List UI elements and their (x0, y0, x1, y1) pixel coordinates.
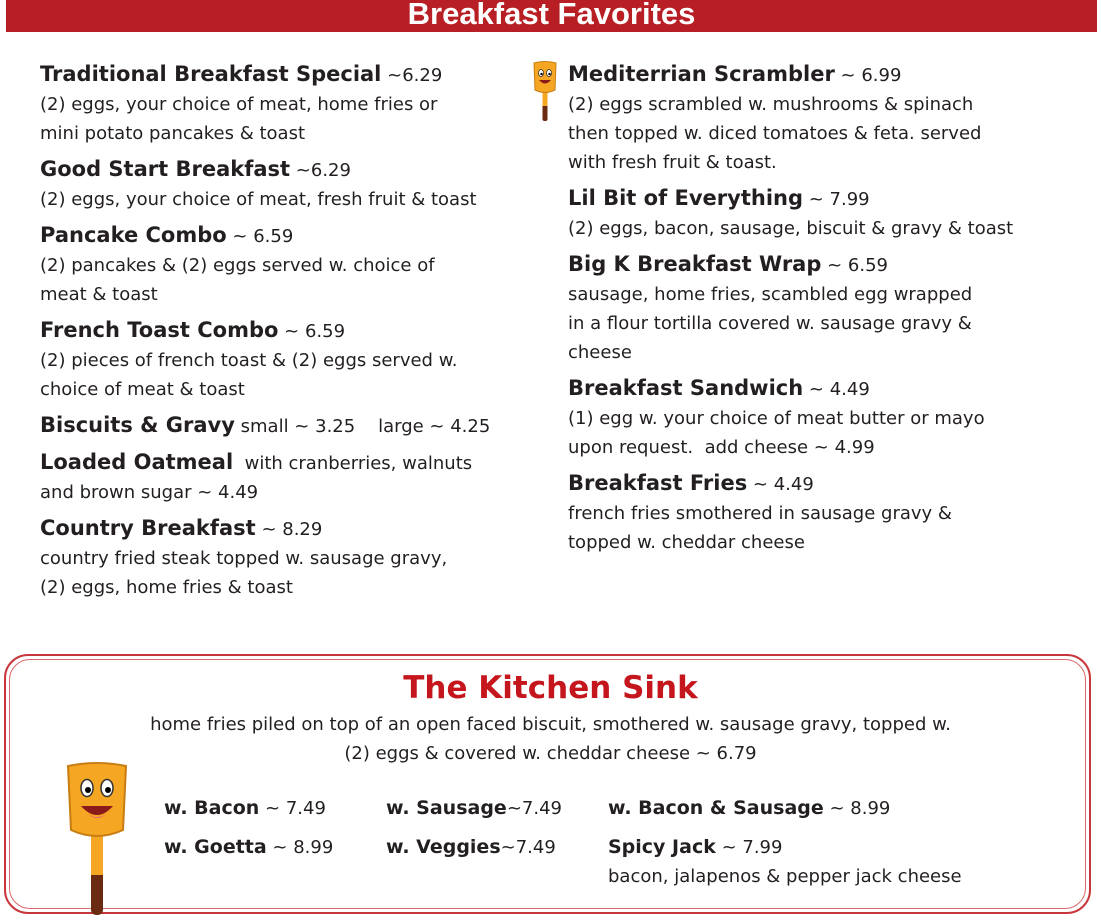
menu-item (40, 60, 520, 148)
item-description: in a flour tortilla covered w. sausage gravy & (568, 313, 972, 334)
addon-price: ~ 8.99 (266, 837, 334, 858)
item-description: choice of meat & toast (40, 379, 245, 400)
menu-item (568, 184, 1068, 243)
item-name: Biscuits & Gravy (40, 413, 235, 437)
addon-price: ~ 7.49 (259, 798, 326, 819)
addon-item (608, 833, 782, 862)
item-name: Big K Breakfast Wrap (568, 252, 822, 276)
item-description: with fresh fruit & toast. (568, 152, 777, 173)
item-name: French Toast Combo (40, 318, 279, 342)
item-description: mini potato pancakes & toast (40, 123, 306, 144)
item-price: ~ 6.59 (278, 321, 346, 342)
menu-item (568, 469, 1068, 557)
addon-item (386, 833, 556, 862)
menu-item (40, 316, 520, 404)
item-description: (2) eggs, bacon, sausage, biscuit & gravy & toast (568, 218, 1014, 239)
item-name: Mediterrian Scrambler (568, 62, 835, 86)
item-name: Good Start Breakfast (40, 157, 291, 181)
menu-item (40, 514, 520, 602)
item-description: (2) eggs, home fries & toast (40, 577, 293, 598)
item-name: Breakfast Sandwich (568, 376, 804, 400)
item-price: ~ 4.49 (803, 379, 870, 400)
addon-price: ~7.49 (506, 798, 562, 819)
page-title: Breakfast Favorites (407, 0, 696, 31)
addon-price: ~ 7.99 (715, 837, 783, 858)
item-price: ~6.29 (290, 160, 351, 181)
item-price: ~ 6.59 (821, 255, 888, 276)
item-price: with cranberries, walnuts (233, 453, 473, 474)
item-name: Country Breakfast (40, 516, 256, 540)
item-price: ~ 6.99 (834, 65, 902, 86)
menu-item (40, 221, 520, 309)
addon-name: w. Bacon & Sausage (608, 797, 824, 819)
item-price: ~6.29 (381, 65, 443, 86)
item-description: then topped w. diced tomatoes & feta. served (568, 123, 982, 144)
item-description: sausage, home fries, scambled egg wrapped (568, 284, 973, 305)
menu-item (40, 411, 520, 441)
item-description: (1) egg w. your choice of meat butter or mayo (568, 408, 985, 429)
item-description: upon request. add cheese ~ 4.99 (568, 437, 875, 458)
menu-item (40, 155, 520, 214)
description-line: (2) eggs & covered w. cheddar cheese ~ 6.79 (344, 743, 757, 764)
spatula-mascot-icon (530, 60, 560, 122)
item-description: french fries smothered in sausage gravy & (568, 503, 952, 524)
item-price: ~ 8.29 (255, 519, 323, 540)
addon-price: ~ 8.99 (823, 798, 891, 819)
menu-item (568, 60, 1068, 177)
item-price: ~ 4.49 (747, 474, 814, 495)
item-description: (2) pancakes & (2) eggs served w. choice of (40, 255, 435, 276)
item-price: ~ 7.99 (803, 189, 870, 210)
addon-item (608, 794, 890, 823)
menu-item (40, 448, 520, 507)
addon-name: w. Goetta (164, 836, 267, 858)
item-description: (2) eggs, your choice of meat, fresh fruit & toast (40, 189, 477, 210)
addon-name: w. Bacon (164, 797, 260, 819)
addon-name: w. Sausage (386, 797, 507, 819)
item-description: country fried steak topped w. sausage gravy, (40, 548, 448, 569)
item-description: (2) eggs, your choice of meat, home fries or (40, 94, 438, 115)
addon-price: ~7.49 (500, 837, 556, 858)
item-description: and brown sugar ~ 4.49 (40, 482, 259, 503)
menu-column-right (568, 60, 1068, 564)
addon-item (164, 833, 333, 862)
addon-item (386, 794, 562, 823)
addon-name: w. Veggies (386, 836, 501, 858)
menu-item (568, 374, 1068, 462)
item-price: small ~ 3.25 large ~ 4.25 (234, 416, 491, 437)
item-description: meat & toast (40, 284, 158, 305)
item-price: ~ 6.59 (226, 226, 294, 247)
item-name: Loaded Oatmeal (40, 450, 234, 474)
addon-name: Spicy Jack (608, 836, 716, 858)
addon-item (164, 794, 326, 823)
item-description: topped w. cheddar cheese (568, 532, 805, 553)
item-description: (2) eggs scrambled w. mushrooms & spinach (568, 94, 974, 115)
item-description: cheese (568, 342, 632, 363)
header-banner (6, 0, 1097, 32)
kitchen-sink-title: The Kitchen Sink (403, 670, 698, 706)
item-name: Traditional Breakfast Special (40, 62, 382, 86)
spatula-mascot-icon (62, 760, 132, 916)
item-name: Breakfast Fries (568, 471, 748, 495)
kitchen-sink-description (0, 710, 1101, 768)
menu-item (568, 250, 1068, 367)
item-name: Lil Bit of Everything (568, 186, 804, 210)
addon-description: bacon, jalapenos & pepper jack cheese (608, 866, 962, 887)
description-line: home fries piled on top of an open faced biscuit, smothered w. sausage gravy, topped w. (150, 714, 951, 735)
item-name: Pancake Combo (40, 223, 227, 247)
menu-column-left (40, 60, 520, 609)
item-description: (2) pieces of french toast & (2) eggs served w. (40, 350, 458, 371)
